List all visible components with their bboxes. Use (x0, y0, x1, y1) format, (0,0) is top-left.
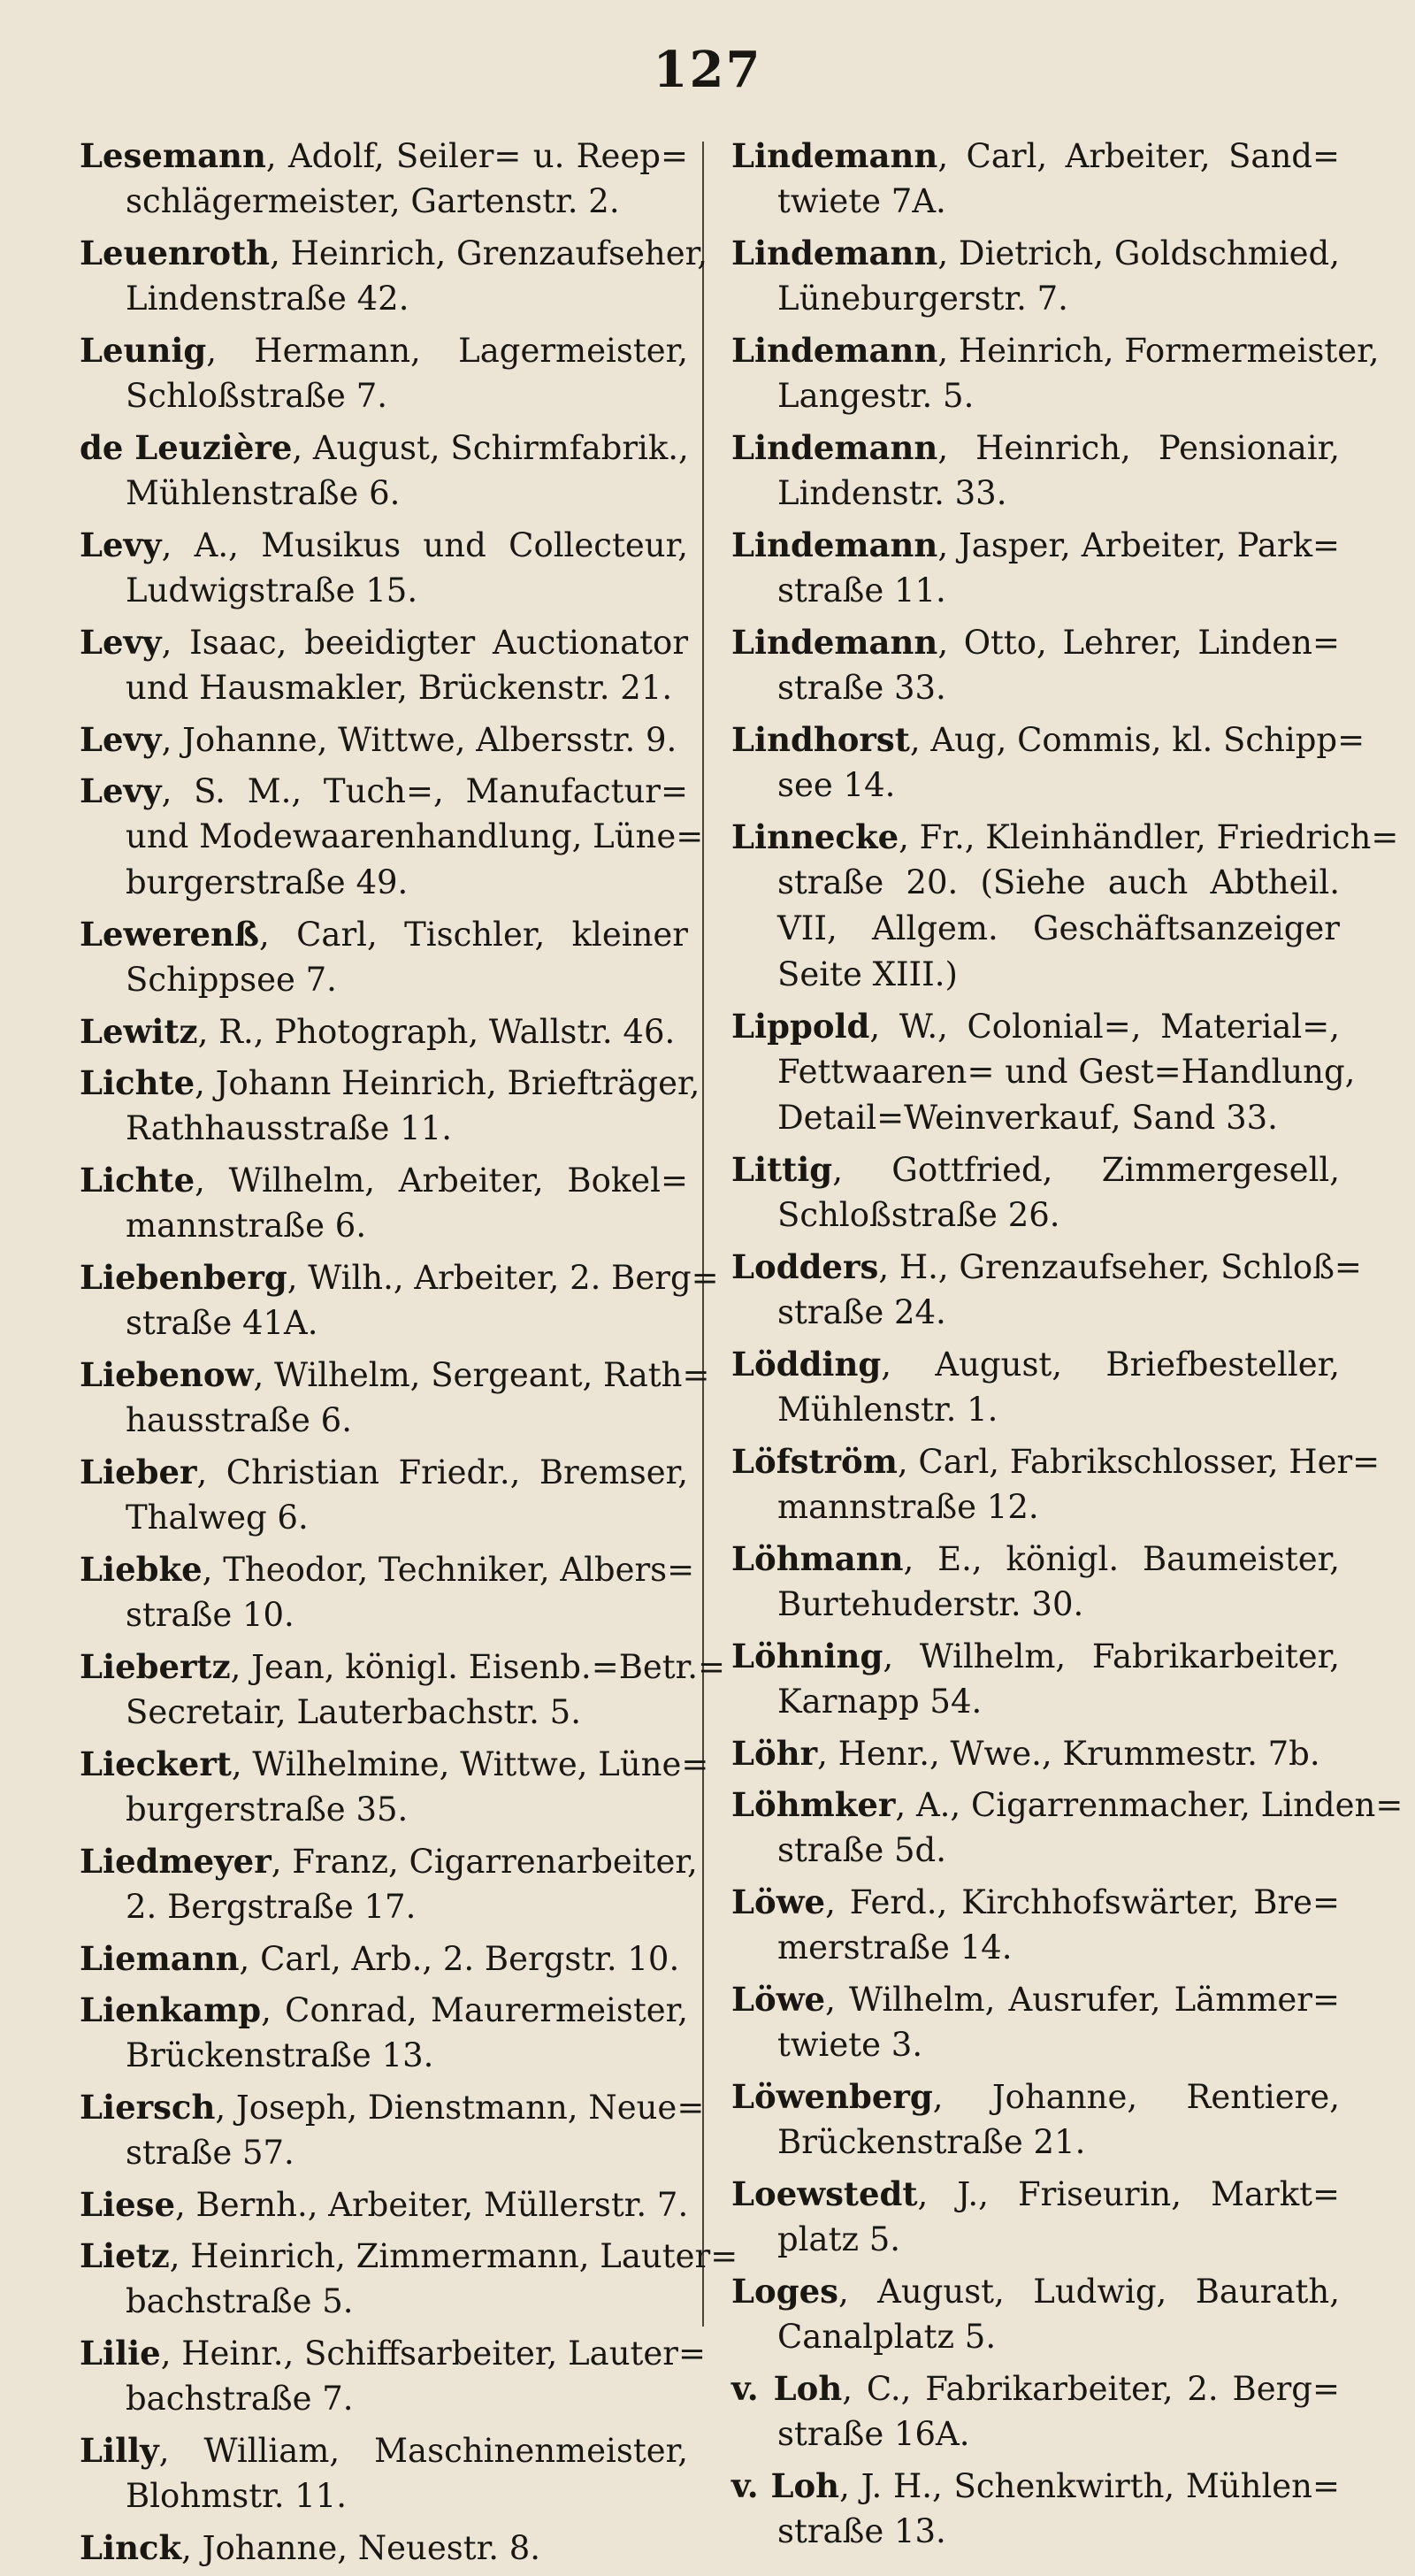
entry-first-line (731, 2365, 1340, 2411)
entry-details: , Wilhelm, Arbeiter, Bokel= (195, 1162, 688, 1200)
left-column (80, 133, 738, 2576)
entry-continuation-line: see 14. (777, 766, 896, 804)
entry-details: , Dietrich, Goldschmied, (937, 234, 1340, 272)
entry-continuation-line: bachstraße 5. (126, 2282, 354, 2320)
entry-surname: Lindemann (731, 525, 938, 564)
entry-continuation-line: bachstraße 7. (126, 2380, 354, 2418)
entry-first-line (80, 1546, 695, 1592)
entry-details: , Johann Heinrich, Briefträger, (195, 1064, 700, 1102)
entry-details: , Heinrich, Zimmermann, Lauter= (169, 2237, 738, 2275)
entry-continuation-line: mannstraße 12. (777, 1488, 1039, 1526)
entry-continuation-line: straße 13. (777, 2512, 946, 2550)
entry-continuation-line: Burtehuderstr. 30. (777, 1585, 1084, 1623)
entry-details: , Wilhelmine, Wittwe, Lüne= (231, 1745, 709, 1783)
entry-first-line (731, 1438, 1381, 1484)
entry-details: , August, Briefbesteller, (881, 1346, 1340, 1384)
directory-entry (80, 1254, 719, 1346)
entry-first-line (80, 619, 688, 665)
entry-first-line (80, 1060, 700, 1106)
entry-continuation-line: und Modewaarenhandlung, Lüne= (126, 817, 704, 855)
entry-surname: Lieber (80, 1453, 197, 1491)
entry-surname: Löhning (731, 1637, 883, 1675)
entry-details: , Henr., Wwe., Krummestr. 7b. (817, 1735, 1320, 1773)
entry-continuation-line: Rathhausstraße 11. (126, 1109, 452, 1147)
entry-first-line (80, 2233, 738, 2279)
directory-entry (80, 1987, 688, 2079)
entry-first-line (80, 230, 708, 276)
entry-surname: v. Loh (731, 2369, 843, 2408)
entry-continuation-line: twiete 3. (777, 2026, 923, 2064)
entry-surname: Liese (80, 2185, 175, 2224)
entry-first-line (80, 911, 688, 957)
entry-first-line (731, 1730, 1340, 1776)
entry-continuation-line: Seite XIII.) (777, 955, 958, 993)
entry-surname: Löwe (731, 1980, 826, 2019)
directory-entry (731, 1341, 1340, 1433)
directory-entry (731, 619, 1340, 711)
directory-entry (80, 327, 688, 419)
entry-details: , August, Ludwig, Baurath, (838, 2273, 1340, 2311)
entry-details: , J., Friseurin, Markt= (917, 2175, 1340, 2213)
entry-details: , Wilh., Arbeiter, 2. Berg= (287, 1259, 719, 1297)
entry-continuation-line: Karnapp 54. (777, 1683, 983, 1721)
entry-continuation-line: Brückenstraße 21. (777, 2123, 1086, 2161)
entry-surname: Loewstedt (731, 2174, 918, 2213)
entry-details: , Fr., Kleinhändler, Friedrich= (899, 818, 1399, 856)
directory-entry (731, 717, 1365, 809)
entry-continuation-line: 2. Bergstraße 17. (126, 1888, 417, 1926)
entry-continuation-line: Schloßstraße 26. (777, 1196, 1060, 1234)
entry-first-line (731, 1244, 1362, 1290)
directory-entry (80, 2181, 688, 2227)
entry-surname: Linck (80, 2528, 182, 2567)
entry-first-line (80, 327, 688, 373)
entry-surname: Lindemann (731, 234, 938, 272)
entry-details: , Heinrich, Formermeister, (937, 332, 1380, 370)
entry-continuation-line: burgerstraße 49. (126, 863, 409, 901)
entry-first-line (80, 1838, 698, 1884)
entry-first-line (80, 2427, 688, 2473)
entry-first-line (731, 1633, 1340, 1679)
entry-details: , Gottfried, Zimmergesell, (832, 1151, 1340, 1189)
entry-continuation-line: straße 5d. (777, 1831, 946, 1869)
directory-entry (80, 1741, 709, 1833)
entry-details: , Wilhelm, Ausrufer, Lämmer= (825, 1981, 1340, 2019)
entry-continuation-line: VII, Allgem. Geschäftsanzeiger (777, 909, 1340, 947)
entry-surname: Leunig (80, 331, 207, 370)
entry-continuation-line: straße 24. (777, 1293, 946, 1331)
entry-details: , Otto, Lehrer, Linden= (937, 624, 1340, 662)
entry-first-line (731, 327, 1380, 373)
entry-details: , Hermann, Lagermeister, (206, 332, 688, 370)
entry-surname: v. Loh (731, 2466, 840, 2505)
entry-details: , Johanne, Wittwe, Albersstr. 9. (161, 721, 677, 759)
directory-entry (80, 522, 688, 614)
entry-surname: Liebertz (80, 1647, 231, 1686)
directory-entry (80, 2427, 688, 2519)
entry-first-line (731, 1536, 1340, 1582)
directory-entry (731, 1244, 1362, 1336)
entry-first-line (731, 1976, 1340, 2022)
entry-surname: Löwenberg (731, 2077, 933, 2116)
entry-continuation-line: merstraße 14. (777, 1928, 1013, 1966)
directory-entry (731, 1146, 1340, 1238)
entry-first-line (80, 1157, 688, 1203)
entry-details: , Adolf, Seiler= u. Reep= (265, 137, 688, 175)
entry-continuation-line: Schloßstraße 7. (126, 377, 387, 415)
entry-surname: Lindemann (731, 136, 938, 175)
entry-details: , C., Fabrikarbeiter, 2. Berg= (842, 2370, 1340, 2408)
directory-entry (80, 619, 688, 711)
directory-entry (80, 2525, 688, 2571)
entry-surname: de Leuzière (80, 428, 293, 467)
entry-details: , Franz, Cigarrenarbeiter, (271, 1843, 698, 1881)
entry-first-line (731, 619, 1340, 665)
directory-entry (731, 522, 1340, 614)
entry-first-line (731, 1341, 1340, 1387)
entry-continuation-line: und Hausmakler, Brückenstr. 21. (126, 669, 673, 707)
entry-details: , Johanne, Rentiere, (932, 2078, 1340, 2116)
entry-details: , Johanne, Neuestr. 8. (181, 2529, 541, 2567)
entry-first-line (80, 133, 688, 179)
entry-details: , Ferd., Kirchhofswärter, Bre= (825, 1883, 1340, 1921)
entry-details: , Heinr., Schiffsarbeiter, Lauter= (160, 2334, 706, 2373)
directory-entry (731, 1633, 1340, 1725)
directory-entry (731, 2074, 1340, 2166)
entry-continuation-line: Thalweg 6. (126, 1499, 309, 1537)
entry-continuation-line: straße 41A. (126, 1304, 318, 1342)
entry-first-line (731, 1879, 1340, 1925)
directory-entry (731, 425, 1340, 517)
entry-first-line (80, 1644, 726, 1690)
entry-first-line (731, 2268, 1340, 2314)
entry-first-line (731, 1146, 1340, 1192)
entry-surname: Linnecke (731, 817, 899, 856)
entry-continuation-line: Secretair, Lauterbachstr. 5. (126, 1693, 581, 1731)
directory-entry (80, 911, 688, 1003)
directory-entry (731, 1730, 1340, 1776)
entry-surname: Löhmker (731, 1785, 896, 1824)
directory-entry (80, 1060, 700, 1152)
directory-entry (80, 2330, 706, 2422)
entry-continuation-line: Fettwaaren= und Gest=Handlung, (777, 1053, 1356, 1091)
entry-details: , R., Photograph, Wallstr. 46. (197, 1013, 676, 1051)
entry-surname: Löfström (731, 1442, 898, 1481)
entry-surname: Lewerenß (80, 915, 259, 954)
directory-entry (731, 327, 1380, 419)
entry-continuation-line: burgerstraße 35. (126, 1790, 409, 1828)
entry-continuation-line: Blohmstr. 11. (126, 2477, 348, 2515)
entry-surname: Liebenberg (80, 1258, 287, 1297)
entry-first-line (80, 1741, 709, 1787)
entry-surname: Loges (731, 2272, 838, 2311)
directory-entry (80, 1449, 688, 1541)
entry-first-line (80, 2525, 688, 2571)
page-number: 127 (653, 41, 762, 99)
directory-entry (80, 717, 688, 763)
directory-entry (731, 2171, 1340, 2263)
entry-surname: Levy (80, 771, 162, 810)
entry-first-line (731, 425, 1340, 471)
entry-first-line (731, 133, 1340, 179)
entry-continuation-line: mannstraße 6. (126, 1207, 367, 1245)
directory-entry (80, 1008, 688, 1054)
entry-first-line (80, 717, 688, 763)
entry-details: , Carl, Arb., 2. Bergstr. 10. (239, 1940, 680, 1978)
entry-continuation-line: straße 57. (126, 2134, 294, 2172)
entry-first-line (80, 768, 688, 814)
entry-details: , E., königl. Baumeister, (903, 1540, 1340, 1578)
entry-surname: Lichte (80, 1161, 195, 1200)
entry-continuation-line: Detail=Weinverkauf, Sand 33. (777, 1099, 1278, 1137)
entry-details: , Isaac, beeidigter Auctionator (161, 624, 688, 662)
entry-details: , J. H., Schenkwirth, Mühlen= (839, 2467, 1340, 2505)
entry-details: , Theodor, Techniker, Albers= (202, 1551, 695, 1589)
entry-continuation-line: platz 5. (777, 2220, 901, 2258)
entry-continuation-line: straße 16A. (777, 2415, 970, 2453)
entry-details: , Jasper, Arbeiter, Park= (937, 526, 1340, 564)
directory-entry (80, 1838, 698, 1930)
entry-surname: Löhr (731, 1734, 818, 1773)
directory-entry (731, 1003, 1356, 1141)
entry-surname: Liemann (80, 1939, 240, 1978)
entry-surname: Levy (80, 525, 162, 564)
entry-first-line (731, 814, 1399, 860)
entry-surname: Löhmann (731, 1539, 904, 1578)
entry-surname: Lieckert (80, 1744, 232, 1783)
entry-surname: Lesemann (80, 136, 266, 175)
entry-details: , Wilhelm, Sergeant, Rath= (253, 1356, 710, 1394)
directory-entry (80, 133, 688, 225)
entry-continuation-line: Brückenstraße 13. (126, 2036, 434, 2074)
entry-first-line (80, 1352, 710, 1398)
entry-surname: Lödding (731, 1345, 882, 1384)
entry-surname: Liersch (80, 2088, 216, 2127)
entry-first-line (731, 2463, 1340, 2509)
entry-surname: Lindemann (731, 331, 938, 370)
entry-continuation-line: straße 10. (126, 1596, 294, 1634)
entry-continuation-line: Schippsee 7. (126, 961, 337, 999)
entry-details: , Bernh., Arbeiter, Müllerstr. 7. (174, 2186, 689, 2224)
directory-entry (80, 2233, 738, 2325)
entry-first-line (731, 1782, 1404, 1828)
entry-first-line (731, 1003, 1340, 1049)
entry-details: , A., Cigarrenmacher, Linden= (895, 1786, 1404, 1824)
directory-entry (731, 2268, 1340, 2360)
entry-continuation-line: Mühlenstraße 6. (126, 474, 401, 512)
entry-details: , Carl, Tischler, kleiner (259, 916, 688, 954)
entry-continuation-line: straße 20. (Siehe auch Abtheil. (777, 863, 1340, 901)
entry-details: , Christian Friedr., Bremser, (196, 1453, 688, 1491)
entry-continuation-line: Canalplatz 5. (777, 2318, 997, 2356)
entry-surname: Lodders (731, 1247, 879, 1286)
entry-first-line (80, 1008, 688, 1054)
entry-surname: Lewitz (80, 1012, 198, 1051)
entry-surname: Lindhorst (731, 720, 910, 759)
entry-first-line (80, 522, 688, 568)
entry-continuation-line: schlägermeister, Gartenstr. 2. (126, 182, 620, 220)
entry-surname: Lietz (80, 2236, 170, 2275)
entry-continuation-line: Ludwigstraße 15. (126, 571, 418, 610)
entry-details: , Joseph, Dienstmann, Neue= (215, 2089, 705, 2127)
entry-details: , August, Schirmfabrik., (292, 429, 689, 467)
entry-surname: Lindemann (731, 623, 938, 662)
entry-surname: Levy (80, 623, 162, 662)
entry-first-line (731, 230, 1340, 276)
entry-first-line (731, 717, 1365, 763)
entry-surname: Liebke (80, 1550, 203, 1589)
entry-continuation-line: Langestr. 5. (777, 377, 975, 415)
entry-continuation-line: hausstraße 6. (126, 1401, 352, 1439)
directory-entry (731, 814, 1399, 998)
entry-continuation-line: Lindenstraße 42. (126, 280, 409, 318)
directory-entry (731, 1536, 1340, 1628)
directory-entry (80, 425, 688, 517)
entry-surname: Liedmeyer (80, 1842, 272, 1881)
directory-entry (80, 2084, 705, 2176)
directory-entry (80, 1546, 695, 1638)
entry-surname: Levy (80, 720, 162, 759)
entry-details: , Wilhelm, Fabrikarbeiter, (883, 1637, 1340, 1675)
entry-surname: Lienkamp (80, 1990, 262, 2029)
directory-entry (80, 1936, 688, 1982)
entry-first-line (80, 2330, 706, 2376)
directory-entry (731, 1879, 1340, 1971)
entry-details: , Conrad, Maurermeister, (261, 1991, 688, 2029)
entry-first-line (80, 1254, 719, 1300)
entry-details: , Carl, Arbeiter, Sand= (937, 137, 1340, 175)
entry-details: , Carl, Fabrikschlosser, Her= (897, 1443, 1381, 1481)
entry-first-line (731, 2074, 1340, 2120)
entry-first-line (731, 2171, 1340, 2217)
entry-surname: Löwe (731, 1882, 826, 1921)
entry-continuation-line: straße 33. (777, 669, 946, 707)
entry-details: , Jean, königl. Eisenb.=Betr.= (230, 1648, 726, 1686)
entry-details: , S. M., Tuch=, Manufactur= (161, 772, 688, 810)
directory-entry (731, 1782, 1404, 1874)
entry-details: , Aug, Commis, kl. Schipp= (909, 721, 1365, 759)
entry-first-line (80, 1987, 688, 2033)
entry-first-line (731, 522, 1340, 568)
directory-entry (731, 1976, 1340, 2068)
entry-continuation-line: Lüneburgerstr. 7. (777, 280, 1068, 318)
entry-surname: Lilie (80, 2334, 161, 2373)
entry-details: , H., Grenzaufseher, Schloß= (878, 1248, 1362, 1286)
entry-details: , Heinrich, Pensionair, (937, 429, 1340, 467)
entry-details: , A., Musikus und Collecteur, (161, 526, 688, 564)
entry-surname: Littig (731, 1150, 833, 1189)
directory-entry (80, 768, 704, 906)
entry-details: , William, Maschinenmeister, (158, 2432, 688, 2470)
entry-first-line (80, 1936, 688, 1982)
entry-first-line (80, 1449, 688, 1495)
entry-first-line (80, 2181, 688, 2227)
entry-surname: Lindemann (731, 428, 938, 467)
directory-entry (731, 230, 1340, 322)
directory-entry (80, 230, 708, 322)
entry-surname: Lilly (80, 2431, 159, 2470)
columns (80, 133, 1404, 2576)
entry-surname: Liebenow (80, 1355, 254, 1394)
entry-continuation-line: twiete 7A. (777, 182, 946, 220)
entry-continuation-line: Mühlenstr. 1. (777, 1391, 998, 1429)
directory-entry (731, 1438, 1381, 1530)
entry-continuation-line: Lindenstr. 33. (777, 474, 1007, 512)
right-column (731, 133, 1404, 2576)
entry-surname: Lichte (80, 1063, 195, 1102)
directory-entry (731, 2365, 1340, 2457)
entry-details: , W., Colonial=, Material=, (869, 1008, 1340, 1046)
entry-details: , Heinrich, Grenzaufseher, (270, 234, 708, 272)
entry-first-line (80, 425, 688, 471)
directory-entry (731, 2463, 1340, 2555)
entry-first-line (80, 2084, 705, 2130)
directory-entry (80, 1352, 710, 1444)
directory-entry (80, 1157, 688, 1249)
entry-surname: Lippold (731, 1007, 870, 1046)
directory-entry (731, 133, 1340, 225)
entry-surname: Leuenroth (80, 234, 271, 272)
entry-continuation-line: straße 11. (777, 571, 946, 610)
directory-entry (80, 1644, 726, 1736)
